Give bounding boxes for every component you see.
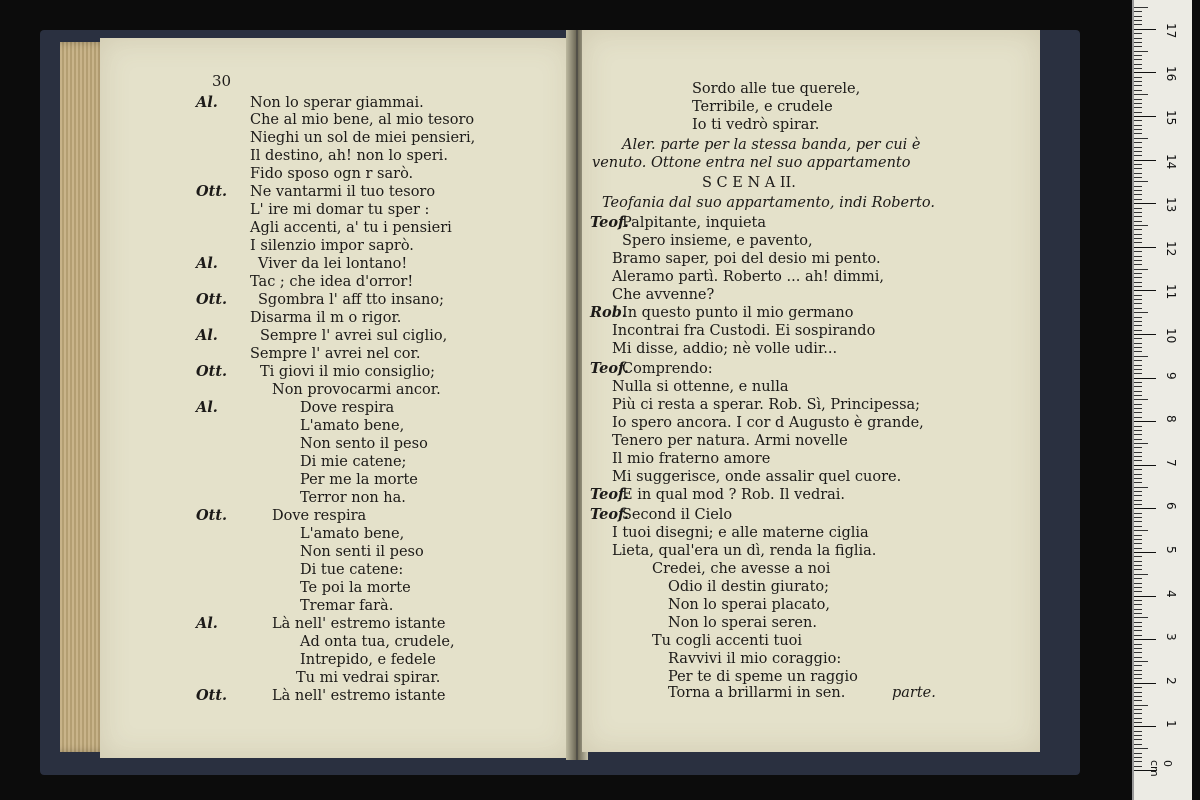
ruler-tick xyxy=(1134,142,1142,143)
speaker-label: Ott. xyxy=(196,687,228,704)
ruler-tick xyxy=(1134,295,1142,296)
ruler-label: 8 xyxy=(1164,415,1178,423)
ruler-tick xyxy=(1134,46,1142,47)
verse-line: L' ire mi domar tu sper : xyxy=(250,202,430,218)
ruler-tick xyxy=(1134,177,1142,178)
ruler-tick xyxy=(1134,539,1142,540)
ruler-tick xyxy=(1134,247,1156,248)
ruler-tick xyxy=(1134,317,1142,318)
verse-line: Viver da lei lontano! xyxy=(258,256,408,272)
ruler-tick xyxy=(1134,635,1142,636)
ruler-tick xyxy=(1134,426,1142,427)
ruler-tick xyxy=(1134,321,1142,322)
ruler-tick xyxy=(1134,303,1142,304)
verse-line: Io ti vedrò spirar. xyxy=(692,117,820,133)
verse-line: Terribile, e crudele xyxy=(692,99,833,115)
ruler-tick xyxy=(1134,535,1142,536)
verse-line: Sempre l' avrei sul ciglio, xyxy=(260,328,448,344)
ruler-tick xyxy=(1134,286,1142,287)
ruler-tick xyxy=(1134,256,1142,257)
ruler-tick xyxy=(1134,325,1142,326)
ruler-tick xyxy=(1134,369,1142,370)
ruler-tick xyxy=(1134,596,1156,597)
ruler-tick xyxy=(1134,308,1142,309)
speaker-label: Al. xyxy=(196,615,218,632)
ruler-tick xyxy=(1134,24,1142,25)
speaker-label: Al. xyxy=(196,399,218,416)
verse-line: Sempre l' avrei nel cor. xyxy=(250,346,421,362)
speaker-label: Teof. xyxy=(590,506,629,523)
ruler-tick xyxy=(1134,678,1142,679)
ruler-tick xyxy=(1134,661,1148,662)
ruler-tick xyxy=(1134,229,1142,230)
ruler-tick xyxy=(1134,107,1142,108)
ruler-tick xyxy=(1134,674,1142,675)
ruler-tick xyxy=(1134,112,1142,113)
ruler-tick xyxy=(1134,617,1148,618)
ruler-tick xyxy=(1134,382,1142,383)
ruler-tick xyxy=(1134,85,1142,86)
speaker-label: Al. xyxy=(196,327,218,344)
ruler-tick xyxy=(1134,491,1142,492)
verse-line: Mi disse, addio; nè volle udir... xyxy=(612,341,838,357)
ruler-tick xyxy=(1134,129,1142,130)
verse-line: Più ci resta a sperar. Rob. Sì, Principessa; xyxy=(612,397,921,413)
ruler-tick xyxy=(1134,365,1142,366)
verse-line: I tuoi disegni; e alle materne ciglia xyxy=(612,525,869,541)
verse-line: Il mio fraterno amore xyxy=(612,451,771,467)
ruler-label: 9 xyxy=(1164,371,1178,380)
ruler-tick xyxy=(1134,277,1142,278)
ruler-tick xyxy=(1134,155,1142,156)
verse-line: Bramo saper, poi del desio mi pento. xyxy=(612,251,881,267)
ruler-tick xyxy=(1134,521,1142,522)
ruler-tick xyxy=(1134,290,1156,291)
ruler-label: 1 xyxy=(1164,720,1178,729)
ruler-tick xyxy=(1134,713,1142,714)
ruler-tick xyxy=(1134,11,1142,12)
ruler-tick xyxy=(1134,356,1148,357)
ruler-tick xyxy=(1134,744,1142,745)
ruler-tick xyxy=(1134,526,1142,527)
ruler-tick xyxy=(1134,151,1142,152)
ruler-label: 10 xyxy=(1164,328,1178,344)
ruler-tick xyxy=(1134,7,1148,8)
verse-line: Che al mio bene, al mio tesoro xyxy=(250,112,475,128)
verse-line: Per te di speme un raggio xyxy=(668,669,858,685)
verse-line: Mi suggerisce, onde assalir quel cuore. xyxy=(612,469,902,485)
verse-line: I silenzio impor saprò. xyxy=(250,238,414,254)
ruler-tick xyxy=(1134,116,1156,117)
verse-line: Ne vantarmi il tuo tesoro xyxy=(250,184,436,200)
speaker-label: Teof. xyxy=(590,486,629,503)
verse-line: Aleramo partì. Roberto ... ah! dimmi, xyxy=(612,269,885,285)
verse-line: Disarma il m o rigor. xyxy=(250,310,402,326)
verse-line: Te poi la morte xyxy=(300,580,411,596)
ruler-tick xyxy=(1134,404,1142,405)
ruler-tick xyxy=(1134,408,1142,409)
ruler-tick xyxy=(1134,722,1142,723)
ruler-tick xyxy=(1134,630,1142,631)
ruler-tick xyxy=(1134,133,1142,134)
verse-line: Tu cogli accenti tuoi xyxy=(652,633,803,649)
verse-line: Non sento il peso xyxy=(300,436,428,452)
ruler-tick xyxy=(1134,648,1142,649)
ruler-tick xyxy=(1134,731,1142,732)
verse-line: Là nell' estremo istante xyxy=(272,688,446,704)
verse-line: Non lo sperai placato, xyxy=(668,597,830,613)
verse-line: Dove respira xyxy=(300,400,395,416)
ruler-label: 0 cm xyxy=(1148,760,1174,777)
ruler-tick xyxy=(1134,90,1142,91)
ruler-tick xyxy=(1134,421,1156,422)
verse-line: L'amato bene, xyxy=(300,526,405,542)
ruler-tick xyxy=(1134,644,1142,645)
ruler-label: 6 xyxy=(1164,502,1178,511)
ruler-tick xyxy=(1134,504,1142,505)
ruler-tick xyxy=(1134,465,1156,466)
ruler-tick xyxy=(1134,77,1142,78)
ruler-tick xyxy=(1134,543,1142,544)
ruler-tick xyxy=(1134,670,1142,671)
ruler-tick xyxy=(1134,530,1148,531)
ruler-tick xyxy=(1134,391,1142,392)
ruler-tick xyxy=(1134,613,1142,614)
ruler-tick xyxy=(1134,264,1142,265)
verse-line: Che avvenne? xyxy=(612,287,715,303)
ruler-tick xyxy=(1134,208,1142,209)
right-page xyxy=(582,30,1040,752)
ruler-tick xyxy=(1134,99,1142,100)
ruler-tick xyxy=(1134,556,1142,557)
ruler-tick xyxy=(1134,508,1156,509)
ruler-tick xyxy=(1134,548,1142,549)
speaker-label: Al. xyxy=(196,94,218,111)
ruler-tick xyxy=(1134,181,1148,182)
page-number: 30 xyxy=(212,72,232,90)
verse-line: Tenero per natura. Armi novelle xyxy=(612,433,848,449)
ruler-tick xyxy=(1134,234,1142,235)
ruler-tick xyxy=(1134,347,1142,348)
ruler-tick xyxy=(1134,273,1142,274)
ruler-tick xyxy=(1134,587,1142,588)
verse-line: Sordo alle tue querele, xyxy=(692,81,861,97)
verse-line: Teofania dal suo appartamento, indi Roberto. xyxy=(602,195,935,211)
ruler-tick xyxy=(1134,657,1142,658)
ruler-tick xyxy=(1134,38,1142,39)
ruler-tick xyxy=(1134,282,1142,283)
ruler-tick xyxy=(1134,120,1142,121)
ruler-tick xyxy=(1134,665,1142,666)
verse-line: Sgombra l' aff tto insano; xyxy=(258,292,444,308)
verse-line: Torna a brillarmi in sen. xyxy=(668,685,846,701)
verse-line: E in qual mod ? Rob. Il vedrai. xyxy=(622,487,846,503)
ruler-tick xyxy=(1134,478,1142,479)
ruler-tick xyxy=(1134,399,1148,400)
verse-line: Tu mi vedrai spirar. xyxy=(296,670,441,686)
ruler-tick xyxy=(1134,351,1142,352)
ruler-tick xyxy=(1134,81,1142,82)
ruler-tick xyxy=(1134,147,1142,148)
verse-line: Odio il destin giurato; xyxy=(668,579,830,595)
verse-line: Aler. parte per la stessa banda, per cui è xyxy=(622,137,921,153)
ruler-tick xyxy=(1134,696,1142,697)
verse-line: Tremar farà. xyxy=(300,598,394,614)
ruler-label: 7 xyxy=(1164,458,1178,467)
verse-line: Non lo sperai seren. xyxy=(668,615,817,631)
ruler-tick xyxy=(1134,500,1142,501)
ruler-tick xyxy=(1134,312,1148,313)
ruler-tick xyxy=(1134,757,1142,758)
ruler-tick xyxy=(1134,186,1142,187)
ruler-tick xyxy=(1134,718,1142,719)
ruler-tick xyxy=(1134,447,1142,448)
verse-line: Second il Cielo xyxy=(622,507,733,523)
ruler-tick xyxy=(1134,434,1142,435)
ruler-tick xyxy=(1134,474,1142,475)
ruler-tick xyxy=(1134,626,1142,627)
ruler-tick xyxy=(1134,343,1142,344)
verse-line: Palpitante, inquieta xyxy=(622,215,767,231)
ruler-label: 11 xyxy=(1164,284,1178,300)
ruler-tick xyxy=(1134,164,1142,165)
verse-line: Io spero ancora. I cor d Augusto è grande, xyxy=(612,415,924,431)
verse-line: Ravvivi il mio coraggio: xyxy=(668,651,842,667)
speaker-label: Ott. xyxy=(196,363,228,380)
ruler-tick xyxy=(1134,338,1142,339)
verse-line: L'amato bene, xyxy=(300,418,405,434)
ruler-tick xyxy=(1134,68,1142,69)
ruler-label: 4 xyxy=(1164,589,1178,598)
ruler-tick xyxy=(1134,517,1142,518)
ruler-tick xyxy=(1134,748,1148,749)
verse-line: Non senti il peso xyxy=(300,544,424,560)
ruler-tick xyxy=(1134,639,1156,640)
ruler-tick xyxy=(1134,487,1148,488)
ruler-tick xyxy=(1134,225,1148,226)
ruler-tick xyxy=(1134,709,1142,710)
ruler-tick xyxy=(1134,299,1142,300)
verse-line: In questo punto il mio germano xyxy=(622,305,854,321)
verse-line: Agli accenti, a' tu i pensieri xyxy=(250,220,452,236)
verse-line: Ad onta tua, crudele, xyxy=(300,634,455,650)
ruler-tick xyxy=(1134,482,1142,483)
ruler-tick xyxy=(1134,578,1142,579)
ruler-tick xyxy=(1134,600,1142,601)
speaker-label: Teof. xyxy=(590,214,629,231)
ruler-tick xyxy=(1134,705,1148,706)
ruler-tick xyxy=(1134,417,1142,418)
ruler-tick xyxy=(1134,334,1156,335)
ruler-tick xyxy=(1134,33,1142,34)
speaker-label: Al. xyxy=(196,255,218,272)
verse-line: Credei, che avesse a noi xyxy=(652,561,831,577)
ruler-tick xyxy=(1134,739,1142,740)
ruler-tick xyxy=(1134,692,1142,693)
ruler-tick xyxy=(1134,221,1142,222)
ruler-tick xyxy=(1134,360,1142,361)
verse-line: Lieta, qual'era un dì, renda la figlia. xyxy=(612,543,877,559)
ruler-tick xyxy=(1134,20,1142,21)
verse-line: S C E N A II. xyxy=(702,175,796,191)
verse-line: Non provocarmi ancor. xyxy=(272,382,441,398)
ruler-tick xyxy=(1134,216,1142,217)
ruler-tick xyxy=(1134,190,1142,191)
verse-line: Intrepido, e fedele xyxy=(300,652,436,668)
verse-line: Comprendo: xyxy=(622,361,713,377)
ruler-label: 5 xyxy=(1164,546,1178,554)
ruler-tick xyxy=(1134,495,1142,496)
verse-line: Di tue catene: xyxy=(300,562,404,578)
ruler-tick xyxy=(1134,72,1156,73)
ruler-tick xyxy=(1134,395,1142,396)
ruler-tick xyxy=(1134,29,1156,30)
verse-line: Ti giovi il mio consiglio; xyxy=(260,364,436,380)
ruler-tick xyxy=(1134,238,1142,239)
verse-line: venuto. Ottone entra nel suo appartamento xyxy=(592,155,911,171)
ruler-tick xyxy=(1134,552,1156,553)
measurement-ruler xyxy=(1132,0,1192,800)
ruler-tick xyxy=(1134,412,1142,413)
speaker-label: Ott. xyxy=(196,291,228,308)
ruler-tick xyxy=(1134,138,1148,139)
ruler-tick xyxy=(1134,565,1142,566)
ruler-tick xyxy=(1134,168,1142,169)
verse-line: Nulla si ottenne, e nulla xyxy=(612,379,789,395)
ruler-tick xyxy=(1134,199,1142,200)
ruler-tick xyxy=(1134,700,1142,701)
ruler-tick xyxy=(1134,443,1148,444)
ruler-tick xyxy=(1134,439,1142,440)
ruler-tick xyxy=(1134,242,1142,243)
ruler-tick xyxy=(1134,574,1148,575)
ruler-label: 15 xyxy=(1164,110,1178,126)
ruler-tick xyxy=(1134,373,1142,374)
ruler-tick xyxy=(1134,269,1148,270)
ruler-tick xyxy=(1134,330,1142,331)
verse-line: Tac ; che idea d'orror! xyxy=(250,274,414,290)
verse-line: Nieghi un sol de miei pensieri, xyxy=(250,130,476,146)
speaker-label: Ott. xyxy=(196,183,228,200)
ruler-tick xyxy=(1134,513,1142,514)
ruler-label: 16 xyxy=(1164,66,1178,82)
ruler-tick xyxy=(1134,609,1142,610)
ruler-tick xyxy=(1134,103,1142,104)
verse-line: Dove respira xyxy=(272,508,367,524)
verse-line: Per me la morte xyxy=(300,472,418,488)
verse-line: Incontrai fra Custodi. Ei sospirando xyxy=(612,323,876,339)
ruler-tick xyxy=(1134,125,1142,126)
left-page xyxy=(100,38,572,758)
ruler-label: 14 xyxy=(1164,153,1178,169)
ruler-tick xyxy=(1134,260,1142,261)
ruler-tick xyxy=(1134,460,1142,461)
ruler-tick xyxy=(1134,569,1142,570)
verse-line: Fido sposo ogn r sarò. xyxy=(250,166,414,182)
ruler-tick xyxy=(1134,622,1142,623)
verse-line: Il destino, ah! non lo speri. xyxy=(250,148,448,164)
verse-line: parte. xyxy=(892,685,936,701)
ruler-tick xyxy=(1134,766,1142,767)
ruler-tick xyxy=(1134,753,1142,754)
ruler-tick xyxy=(1134,203,1156,204)
ruler-tick xyxy=(1134,212,1142,213)
speaker-label: Rob. xyxy=(590,304,627,321)
ruler-tick xyxy=(1134,683,1156,684)
ruler-tick xyxy=(1134,591,1142,592)
ruler-tick xyxy=(1134,604,1142,605)
ruler-tick xyxy=(1134,386,1142,387)
verse-line: Non lo sperar giammai. xyxy=(250,95,424,111)
verse-line: Terror non ha. xyxy=(300,490,406,506)
ruler-tick xyxy=(1134,378,1156,379)
ruler-tick xyxy=(1134,726,1156,727)
ruler-tick xyxy=(1134,652,1142,653)
speaker-label: Ott. xyxy=(196,507,228,524)
ruler-tick xyxy=(1134,761,1142,762)
ruler-tick xyxy=(1134,469,1142,470)
ruler-tick xyxy=(1134,173,1142,174)
speaker-label: Teof. xyxy=(590,360,629,377)
ruler-label: 12 xyxy=(1164,240,1178,257)
ruler-tick xyxy=(1134,16,1142,17)
ruler-label: 2 xyxy=(1164,676,1178,685)
ruler-tick xyxy=(1134,51,1148,52)
ruler-tick xyxy=(1134,42,1142,43)
ruler-tick xyxy=(1134,687,1142,688)
ruler-tick xyxy=(1134,561,1142,562)
ruler-label: 17 xyxy=(1164,22,1178,39)
ruler-label: 3 xyxy=(1164,633,1178,641)
ruler-label: 13 xyxy=(1164,197,1178,213)
ruler-tick xyxy=(1134,456,1142,457)
ruler-tick xyxy=(1134,94,1148,95)
ruler-tick xyxy=(1134,59,1142,60)
ruler-tick xyxy=(1134,735,1142,736)
ruler-tick xyxy=(1134,194,1142,195)
ruler-tick xyxy=(1134,452,1142,453)
ruler-tick xyxy=(1134,583,1142,584)
verse-line: Là nell' estremo istante xyxy=(272,616,446,632)
ruler-tick xyxy=(1134,55,1142,56)
ruler-tick xyxy=(1134,64,1142,65)
verse-line: Di mie catene; xyxy=(300,454,407,470)
verse-line: Spero insieme, e pavento, xyxy=(622,233,813,249)
ruler-tick xyxy=(1134,430,1142,431)
ruler-tick xyxy=(1134,160,1156,161)
ruler-tick xyxy=(1134,251,1142,252)
